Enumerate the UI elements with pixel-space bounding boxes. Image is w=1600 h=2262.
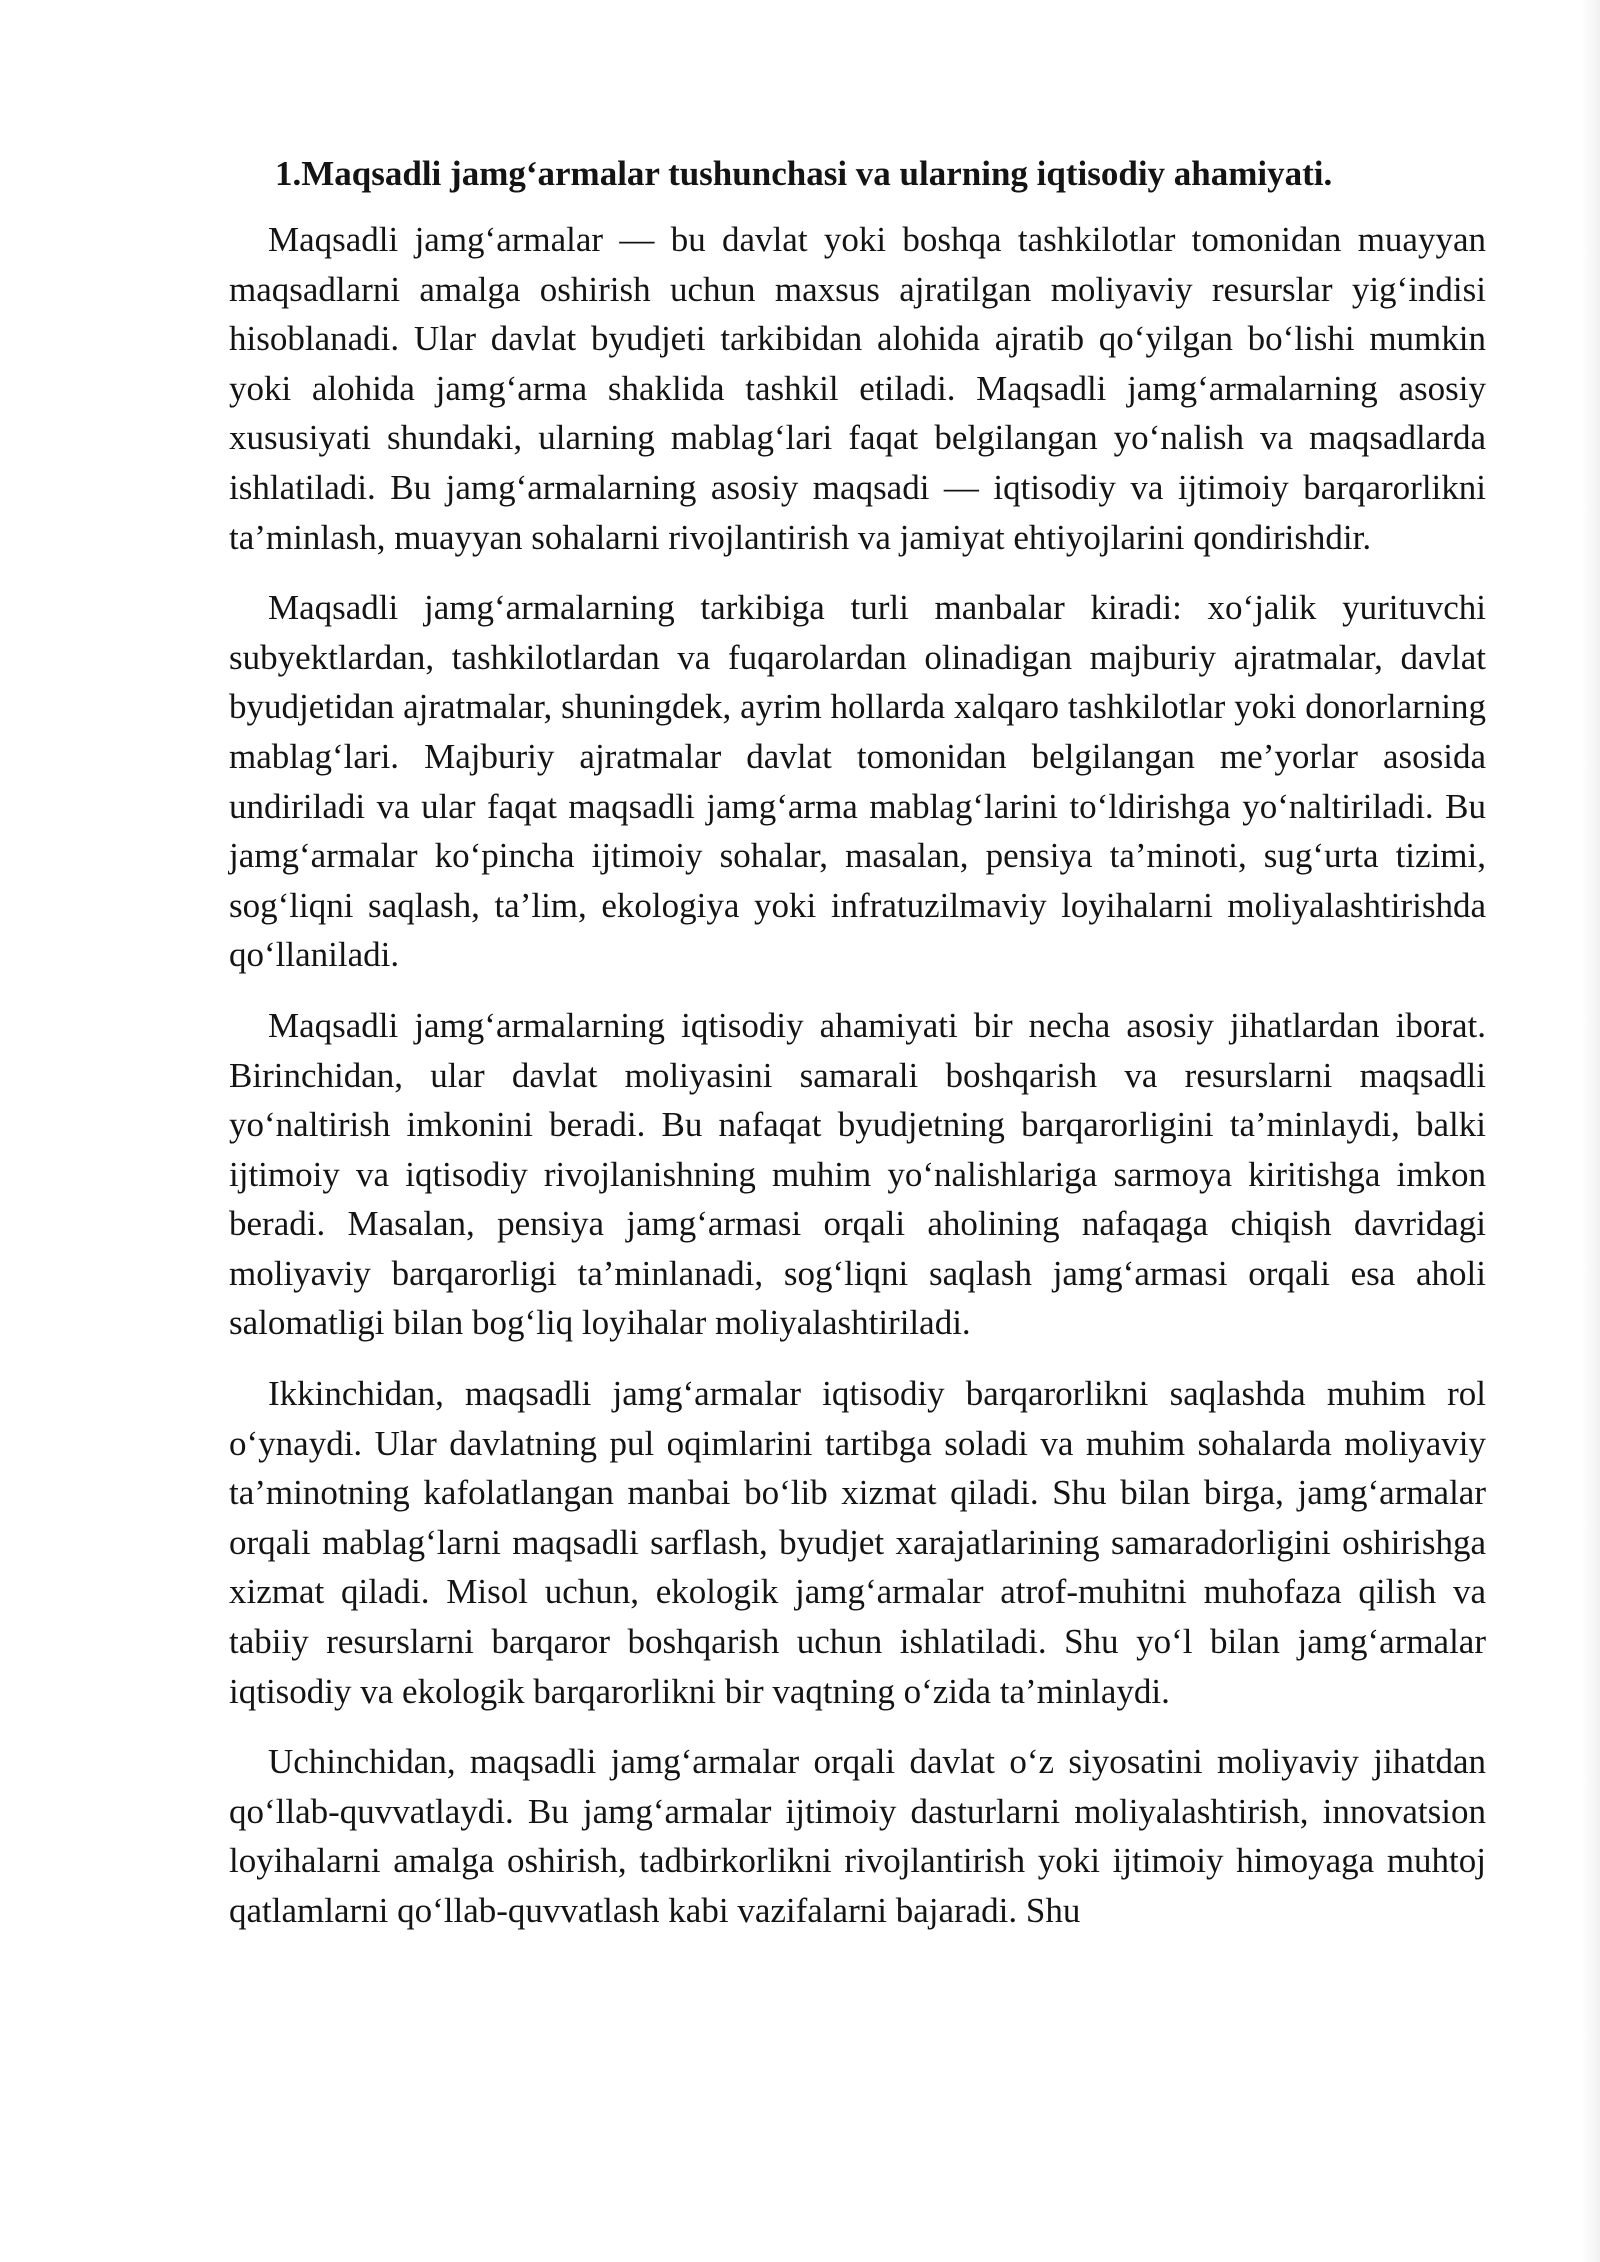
paragraph-4: Ikkinchidan, maqsadli jamg‘armalar iqtisodiy barqarorlikni saqlashda muhim rol o‘ynaydi. Ular davlatning pul oqimlarini tartibga soladi va muhim sohalarda moliyaviy ta’minotning kafolatlangan manbai bo‘lib xizmat qiladi. Shu bilan birga, jamg‘armalar orqali mablag‘larni maqsadli sarflash, byudjet xarajatlarining samaradorligini oshirishga xizmat qiladi. Misol uchun, ekologik jamg‘armalar atrof-muhitni muhofaza qilish va tabiiy resurslarni barqaror boshqarish uchun ishlatiladi. Shu yo‘l bilan jamg‘armalar iqtisodiy va ekologik barqarorlikni bir vaqtning o‘zida ta’minlaydi. xyxy=(229,1374,1486,1711)
section-title: 1.Maqsadli jamg‘armalar tushunchasi va ularning iqtisodiy ahamiyati. xyxy=(275,154,1333,193)
page-edge-shadow xyxy=(1582,0,1600,2262)
paragraph-5: Uchinchidan, maqsadli jamg‘armalar orqali davlat o‘z siyosatini moliyaviy jihatdan qo‘llab-quvvatlaydi. Bu jamg‘armalar ijtimoiy dasturlarni moliyalashtirish, innovatsion loyihalarni amalga oshirish, tadbirkorlikni rivojlantirish yoki ijtimoiy himoyaga muhtoj qatlamlarni qo‘llab-quvvatlash kabi vazifalarni bajaradi. Shu xyxy=(229,1742,1486,1930)
document-body xyxy=(229,148,1486,1957)
paragraph-2: Maqsadli jamg‘armalarning tarkibiga turli manbalar kiradi: xo‘jalik yurituvchi subyektlardan, tashkilotlardan va fuqarolardan olinadigan majburiy ajratmalar, davlat byudjetidan ajratmalar, shuningdek, ayrim hollarda xalqaro tashkilotlar yoki donorlarning mablag‘lari. Majburiy ajratmalar davlat tomonidan belgilangan me’yorlar asosida undiriladi va ular faqat maqsadli jamg‘arma mablag‘larini to‘ldirishga yo‘naltiriladi. Bu jamg‘armalar ko‘pincha ijtimoiy sohalar, masalan, pensiya ta’minoti, sug‘urta tizimi, sog‘liqni saqlash, ta’lim, ekologiya yoki infratuzilmaviy loyihalarni moliyalashtirishda qo‘llaniladi. xyxy=(229,588,1486,975)
paragraph-3: Maqsadli jamg‘armalarning iqtisodiy ahamiyati bir necha asosiy jihatlardan iborat. Birinchidan, ular davlat moliyasini samarali boshqarish va resurslarni maqsadli yo‘naltirish imkonini beradi. Bu nafaqat byudjetning barqarorligini ta’minlaydi, balki ijtimoiy va iqtisodiy rivojlanishning muhim yo‘nalishlariga sarmoya kiritishga imkon beradi. Masalan, pensiya jamg‘armasi orqali aholining nafaqaga chiqish davridagi moliyaviy barqarorligi ta’minlanadi, sog‘liqni saqlash jamg‘armasi orqali esa aholi salomatligi bilan bog‘liq loyihalar moliyalashtiriladi. xyxy=(229,1005,1486,1343)
paragraph-1: Maqsadli jamg‘armalar — bu davlat yoki boshqa tashkilotlar tomonidan muayyan maqsadlarni amalga oshirish uchun maxsus ajratilgan moliyaviy resurslar yig‘indisi hisoblanadi. Ular davlat byudjeti tarkibidan alohida ajratib qo‘yilgan bo‘lishi mumkin yoki alohida jamg‘arma shaklida tashkil etiladi. Maqsadli jamg‘armalarning asosiy xususiyati shundaki, ularning mablag‘lari faqat belgilangan yo‘nalish va maqsadlarda ishlatiladi. Bu jamg‘armalarning asosiy maqsadi — iqtisodiy va ijtimoiy barqarorlikni ta’minlash, muayyan sohalarni rivojlantirish va jamiyat ehtiyojlarini qondirishdir. xyxy=(229,220,1486,557)
